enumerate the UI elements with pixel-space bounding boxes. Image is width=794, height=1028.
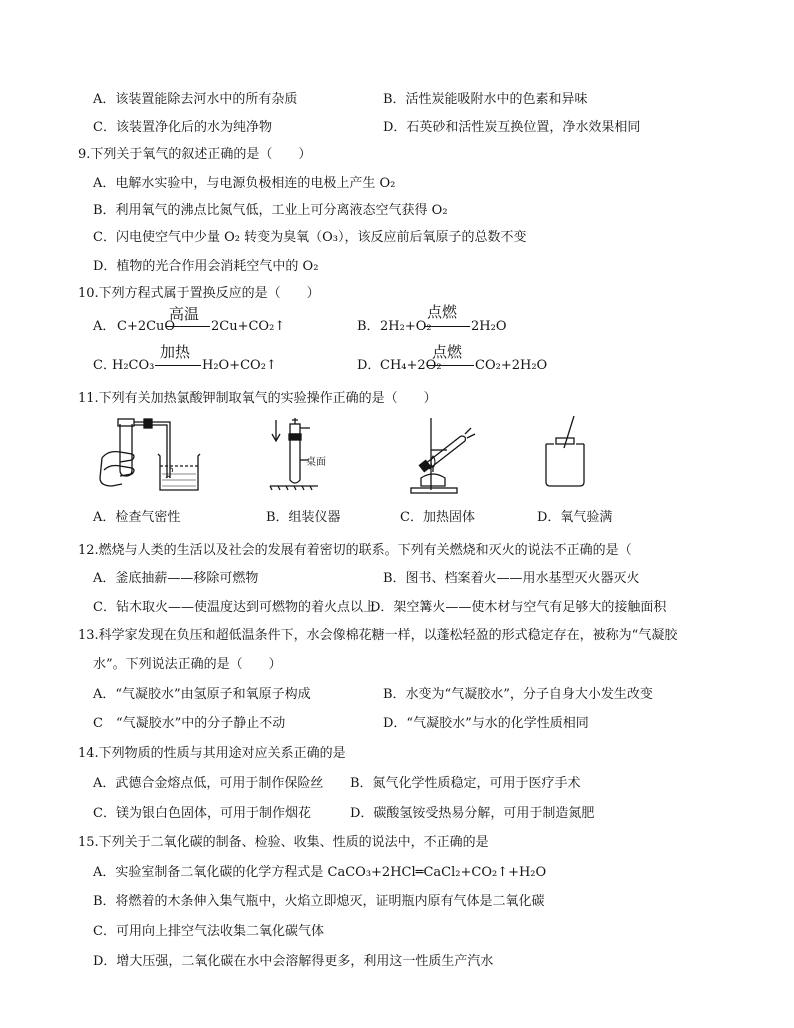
q11-figure-b-desk-label: 桌面 [306, 457, 326, 468]
q15-option-a: A．实验室制备二氧化碳的化学方程式是 CaCO₃+2HCl═CaCl₂+CO₂↑+H₂O [93, 865, 547, 880]
q10-d-equals-line [428, 365, 474, 366]
q9-option-b: B．利用氧气的沸点比氮气低，工业上可分离液态空气获得 O₂ [93, 203, 448, 218]
q10-a-condition: 高温 [169, 305, 200, 323]
q10-a-reactants: C+2CuO [117, 319, 176, 334]
q10-c-products: H₂O+CO₂↑ [202, 358, 277, 373]
q10-b-products: 2H₂O [471, 319, 507, 334]
q13-option-b: B．水变为“气凝胶水”，分子自身大小发生改变 [383, 687, 653, 702]
q10-d-products: CO₂+2H₂O [475, 358, 548, 373]
q10-b-label: B． [357, 319, 380, 334]
q9-option-a: A．电解水实验中，与电源负极相连的电极上产生 O₂ [93, 176, 396, 191]
q12-option-d: D．架空篝火——使木材与空气有足够大的接触面积 [370, 600, 667, 615]
q8-option-d: D．石英砂和活性炭互换位置，净水效果相同 [383, 120, 641, 135]
q15-option-b: B．将燃着的木条伸入集气瓶中，火焰立即熄灭，证明瓶内原有气体是二氧化碳 [93, 894, 545, 909]
q10-c-reactants: H₂CO₃ [112, 358, 155, 373]
q11-stem: 11.下列有关加热氯酸钾制取氧气的实验操作正确的是（ ） [78, 391, 437, 406]
q15-option-c: C．可用向上排空气法收集二氧化碳气体 [93, 924, 324, 939]
q9-option-c: C．闪电使空气中少量 O₂ 转变为臭氧（O₃），该反应前后氧原子的总数不变 [93, 230, 527, 245]
q14-option-a: A．武德合金熔点低，可用于制作保险丝 [93, 776, 324, 791]
q13-option-c: C “气凝胶水”中的分子静止不动 [93, 716, 286, 731]
q11-figure-d [540, 414, 600, 496]
q9-option-d: D．植物的光合作用会消耗空气中的 O₂ [93, 259, 319, 274]
q10-b-equals-line [424, 326, 470, 327]
q10-c-equals-line [155, 365, 201, 366]
q8-option-b: B．活性炭能吸附水中的色素和异味 [383, 92, 588, 107]
q15-option-d: D．增大压强，二氧化碳在水中会溶解得更多，利用这一性质生产汽水 [93, 954, 494, 969]
q13-stem-line-2: 水”。下列说法正确的是（ ） [93, 657, 282, 672]
q14-option-d: D．碳酸氢铵受热易分解，可用于制造氮肥 [350, 806, 595, 821]
q10-a-products: 2Cu+CO₂↑ [211, 319, 286, 334]
q11-figure-a [98, 414, 208, 494]
q12-stem: 12.燃烧与人类的生活以及社会的发展有着密切的联系。下列有关燃烧和灭火的说法不正确的是（ [78, 543, 632, 558]
q11-caption-a: A．检查气密性 [93, 510, 181, 525]
q15-stem: 15.下列关于二氧化碳的制备、检验、收集、性质的说法中，不正确的是 [78, 835, 489, 850]
q13-option-d: D．“气凝胶水”与水的化学性质相同 [383, 716, 589, 731]
q11-caption-c: C．加热固体 [400, 510, 475, 525]
q10-stem: 10.下列方程式属于置换反应的是（ ） [78, 286, 320, 301]
q8-option-c: C．该装置净化后的水为纯净物 [93, 120, 272, 135]
q12-option-b: B．图书、档案着火——用水基型灭火器灭火 [383, 571, 640, 586]
q10-b-reactants: 2H₂+O₂ [380, 319, 432, 334]
q9-stem: 9.下列关于氧气的叙述正确的是（ ） [78, 147, 312, 162]
q11-caption-b: B．组装仪器 [266, 510, 341, 525]
q14-stem: 14.下列物质的性质与其用途对应关系正确的是 [78, 746, 346, 761]
q13-option-a: A．“气凝胶水”由氢原子和氧原子构成 [93, 687, 311, 702]
q8-option-a: A．该装置能除去河水中的所有杂质 [93, 92, 298, 107]
q10-d-label: D． [357, 358, 381, 373]
q12-option-c: C．钻木取火——使温度达到可燃物的着火点以上 [93, 600, 376, 615]
q11-figure-c [405, 414, 485, 496]
q12-option-a: A．釜底抽薪——移除可燃物 [93, 571, 259, 586]
q10-d-reactants: CH₄+2O₂ [380, 358, 442, 373]
q14-option-b: B．氮气化学性质稳定，可用于医疗手术 [350, 776, 581, 791]
q13-stem-line-1: 13.科学家发现在负压和超低温条件下，水会像棉花糖一样，以蓬松轻盈的形式稳定存在，被称为“气凝胶 [78, 628, 678, 643]
q10-c-condition: 加热 [160, 343, 191, 361]
q10-a-label: A． [93, 319, 116, 334]
q11-caption-d: D．氧气验满 [537, 510, 613, 525]
q10-c-label: C． [93, 358, 116, 373]
q10-a-equals-line [166, 326, 210, 327]
q10-d-condition: 点燃 [432, 343, 463, 361]
q14-option-c: C．镁为银白色固体，可用于制作烟花 [93, 806, 311, 821]
q10-b-condition: 点燃 [427, 303, 458, 321]
